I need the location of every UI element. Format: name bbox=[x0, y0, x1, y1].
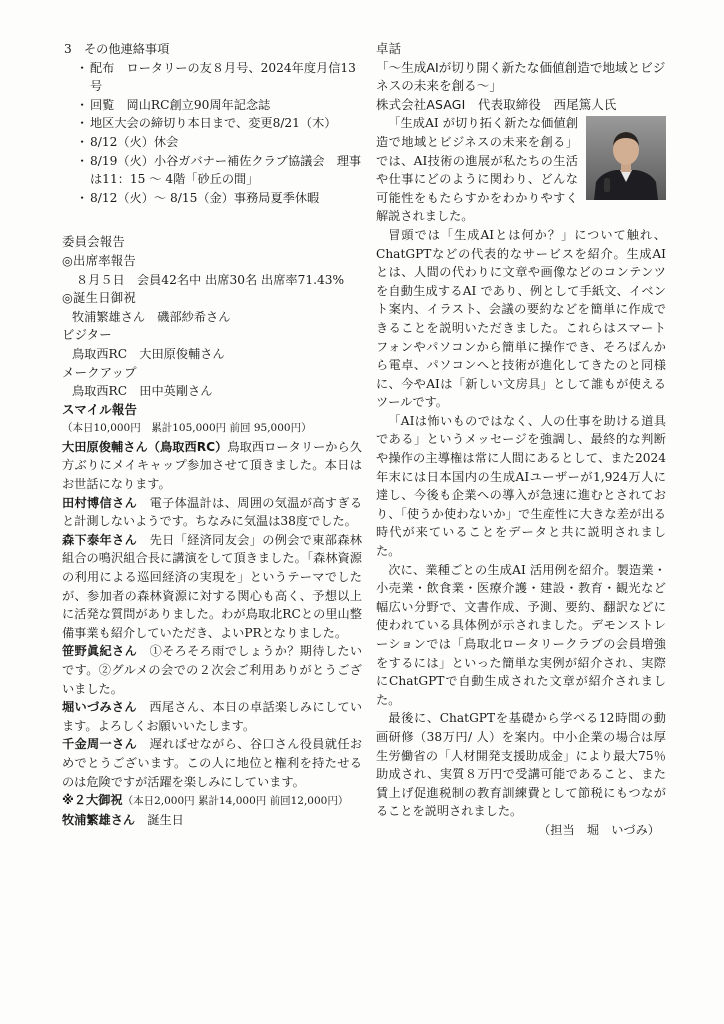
niday-heading-line bbox=[62, 791, 362, 811]
entry-name: 堀いづみさん bbox=[62, 700, 137, 715]
talk-paragraph: 冒頭では「生成AIとは何か？」について触れ、ChatGPTなどの代表的なサービスを紹介。生成AI とは、人間の代わりに文章や画像などのコンテンツを自動生成するAI であり、例として手紙文、イベント案内、イラスト、会議の要約などを簡単に作成できることを説明いただきました。これらはスマートフォンやパソコンから簡単に操作でき、そろばんから電卓、パソコンへと技術が進化してきたのと同様に、今やAIは「新しい文房具」として誰もが使えるツールです。 bbox=[376, 227, 666, 410]
talk-paragraph: 「生成AI が切り拓く新たな価値創造で地域とビジネスの未来を創る」では、AI技術の進展が私たちの生活や仕事にどのように関わり、どんな可能性をもたらすかをわかりやすく解説されました。 bbox=[376, 116, 578, 224]
entry-text: 西尾さん、本日の卓話楽しみにしています。よろしくお願いいたします。 bbox=[62, 700, 363, 733]
smile-entry bbox=[62, 494, 362, 531]
committee-heading: 委員会報告 bbox=[62, 234, 125, 250]
notice-list bbox=[78, 59, 362, 208]
visitor-text: 鳥取西RC 大田原俊輔さん bbox=[72, 346, 225, 361]
birthday-heading: ◎誕生日御祝 bbox=[62, 290, 136, 306]
niday-heading: ※２大御祝 bbox=[62, 793, 123, 808]
entry-text: 電子体温計は、周囲の気温が高すぎると計測しないようです。ちなみに気温は38度でした。 bbox=[62, 495, 363, 529]
makeup-text: 鳥取西RC 田中英剛さん bbox=[72, 384, 213, 399]
smile-entry bbox=[62, 698, 362, 735]
entry-name: 笹野眞紀さん bbox=[62, 644, 138, 659]
smile-heading: スマイル報告 bbox=[62, 401, 138, 417]
speaker-photo bbox=[586, 116, 666, 200]
right-column bbox=[376, 40, 666, 840]
smile-entry bbox=[62, 438, 362, 494]
talk-paragraph: 最後に、ChatGPTを基礎から学べる12時間の動画研修（38万円/ 人）を案内。中小企業の場合は厚生労働省の「人材開発支援助成金」により最大75％助成され、実質８万円で受講可能であること、また賃上げ促進税制の教育訓練費として節税にもつながることを説明されました。 bbox=[376, 711, 666, 819]
niday-summary: （本日2,000円 累計14,000円 前回12,000円） bbox=[122, 795, 349, 808]
birthday-text: 牧浦繁雄さん 磯部紗希さん bbox=[72, 309, 231, 324]
left-column bbox=[62, 40, 362, 829]
niday-entry bbox=[62, 811, 362, 830]
signature: （担当 堀 いづみ） bbox=[538, 822, 660, 837]
makeup-heading: メークアップ bbox=[62, 364, 137, 380]
entry-text: 遅ればせながら、谷口さん役員就任おめでとうございます。この人に地位と権利を持たせるのは危険ですが活躍を楽しみにしています。 bbox=[62, 737, 363, 789]
list-item: ・ 地区大会の締切り本日まで、変更8/21（木） bbox=[78, 114, 362, 133]
smile-entry bbox=[62, 531, 362, 643]
entry-text: ①そろそろ雨でしょうか？期待したいです。②グルメの会での２次会ご利用ありがとうございました。 bbox=[62, 644, 363, 696]
section-heading: その他連絡事項 bbox=[84, 42, 170, 56]
section-number: 3 bbox=[64, 42, 72, 56]
smile-entry bbox=[62, 735, 362, 791]
entry-text: 鳥取西ロータリーから久方ぶりにメイキャップ参加させて頂きました。本日はお世話になります。 bbox=[62, 439, 362, 492]
entry-name: 森下泰年さん bbox=[62, 532, 138, 547]
entry-text: 先日「経済同友会」の例会で東部森林組合の鳴沢組合長に講演をして頂きました。「森林資源の利用による巡回経済の実現を」というテーマでしたが、参加者の森林資源に対する関心も高く、予想以上に活発な質問がありました。わが鳥取北RCとの里山整備事業も紹介していただき、よいPRとなりました。 bbox=[62, 532, 363, 640]
visitor-heading: ビジター bbox=[62, 327, 112, 343]
list-item: ・ 回覧 岡山RC創立90周年記念誌 bbox=[78, 96, 362, 115]
talk-label: 卓話 bbox=[376, 41, 402, 56]
smile-entry bbox=[62, 642, 362, 698]
talk-paragraph: 「AIは怖いものではなく、人の仕事を助ける道具である」というメッセージを強調し、最終的な判断や操作の主導権は常に人間にあるとして、また2024年末には日本国内の生成AIユーザーが1,924万人に達し、今後も企業への導入が急速に進むとされており、「使うか使わないか」で生産性に大きな差が出る時代が来ていることをデータと共に説明されました。 bbox=[376, 413, 666, 559]
speaker-portrait-icon bbox=[586, 116, 666, 200]
list-item: ・ 8/12（火）休会 bbox=[78, 133, 362, 152]
entry-name: 千金周一さん bbox=[62, 737, 138, 752]
entry-text: 誕生日 bbox=[147, 812, 184, 827]
entry-name: 牧浦繁雄さん bbox=[62, 812, 136, 827]
attendance-text: ８月５日 会員42名中 出席30名 出席率71.43% bbox=[76, 272, 345, 287]
entry-name: 田村博信さん bbox=[62, 495, 138, 510]
attendance-heading: ◎出席率報告 bbox=[62, 252, 136, 268]
smile-summary: （本日10,000円 累計105,000円 前回 95,000円） bbox=[62, 422, 312, 435]
list-item: ・ 8/12（火）～ 8/15（金）事務局夏季休暇 bbox=[78, 189, 362, 208]
list-item: ・ 8/19（火）小谷ガバナー補佐クラブ協議会 理事は11：15 ～ 4階「砂丘の間」 bbox=[78, 152, 362, 189]
entry-name: 大田原俊輔さん（鳥取西RC） bbox=[62, 439, 228, 454]
talk-paragraph: 次に、業種ごとの生成AI 活用例を紹介。製造業・小売業・飲食業・医療介護・建設・教育・観光など幅広い分野で、文書作成、予測、要約、翻訳などに使われている具体例が示されました。デモンストレーションでは「鳥取北ロータリークラブの会員増強をするには」といった簡単な実例が紹介され、実際にChatGPTで自動生成された文章が紹介されました。 bbox=[376, 562, 666, 707]
speaker-line: 株式会社ASAGI 代表取締役 西尾篤人氏 bbox=[376, 96, 617, 112]
talk-title: 「～生成AIが切り開く新たな価値創造で地域とビジネスの未来を創る～」 bbox=[376, 59, 666, 94]
section-other-notices bbox=[64, 40, 362, 207]
list-item: ・ 配布 ロータリーの友８月号、2024年度月信13号 bbox=[78, 59, 362, 96]
